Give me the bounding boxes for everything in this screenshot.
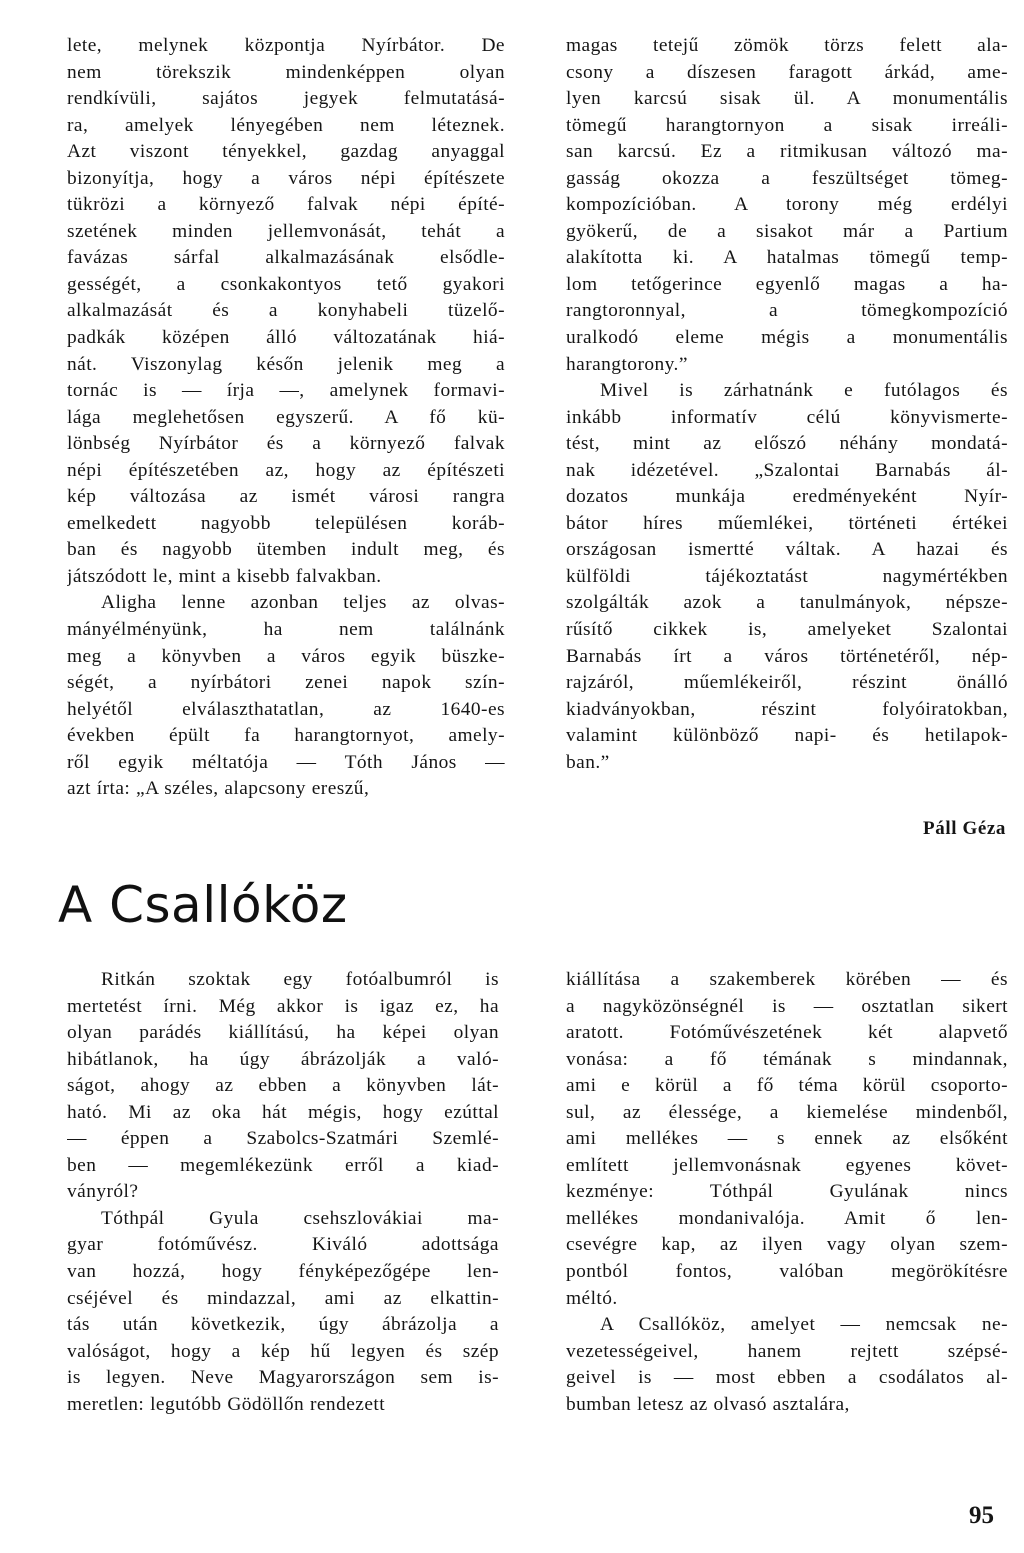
text-line: gyar fotóművész. Kiváló adottsága	[67, 1234, 499, 1256]
text-line: külföldi tájékoztatást nagymértékben	[566, 565, 1008, 587]
text-line: vonása: a fő témának s mindannak,	[566, 1048, 1008, 1070]
text-line: rangtoronnyal, a tömegkompozíció	[566, 300, 1008, 322]
text-line: tést, mint az előszó néhány mondatá-	[566, 433, 1008, 455]
text-line: ban.”	[566, 751, 610, 773]
text-line: hibátlanok, ha úgy ábrázolják a való-	[67, 1048, 499, 1070]
page-number: 95	[969, 1502, 994, 1529]
text-line: pontból fontos, valóban megörökítésre	[566, 1261, 1008, 1283]
text-line: Ritkán szoktak egy fotóalbumról is	[101, 969, 499, 990]
text-line: helyétől elválaszthatatlan, az 1640-es	[67, 698, 505, 720]
text-line: bumban letesz az olvasó asztalára,	[566, 1393, 850, 1415]
text-line: Aligha lenne azonban teljes az olvas-	[101, 592, 505, 614]
text-line: bátor híres műemlékei, történeti értékei	[566, 512, 1008, 534]
text-line: ható. Mi az oka hát mégis, hogy ezúttal	[67, 1101, 499, 1123]
text-line: országosan ismertté váltak. A hazai és	[566, 539, 1008, 561]
text-line: inkább informatív célú könyvismerte-	[566, 406, 1008, 428]
text-line: alkalmazását és a konyhabeli tüzelő-	[67, 300, 505, 322]
text-line: tömegű harangtornyon a sisak irreáli-	[566, 114, 1008, 136]
text-line: geivel is — most ebben a csodálatos al-	[566, 1367, 1008, 1389]
text-line: tornác is — írja —, amelynek formavi-	[67, 380, 505, 402]
text-line: említett jellemvonásnak egyenes követ-	[566, 1154, 1008, 1176]
article1-left-column	[67, 33, 505, 803]
text-line: mányélményünk, ha nem találnánk	[67, 619, 505, 641]
text-line: nát. Viszonylag későn jelenik meg a	[67, 353, 505, 375]
text-line: san karcsú. Ez a ritmikusan változó ma-	[566, 141, 1008, 163]
text-line: kép változása az ismét városi rangra	[67, 486, 505, 508]
text-line: ra, amelyek lényegében nem léteznek.	[67, 114, 505, 136]
text-line: valamint különböző napi- és hetilapok-	[566, 725, 1008, 747]
text-line: a nagyközönségnél is — osztatlan sikert	[566, 995, 1008, 1017]
text-line: játszódott le, mint a kisebb falvakban.	[67, 565, 382, 587]
text-line: uralkodó eleme mégis a monumentális	[566, 327, 1008, 349]
text-line: tás után következik, úgy ábrázolja a	[67, 1314, 499, 1336]
text-line: szolgálták azok a tanulmányok, népsze-	[566, 592, 1008, 614]
text-line: kompozícióban. A torony még erdélyi	[566, 194, 1008, 216]
text-line: magas tetejű zömök törzs felett ala-	[566, 35, 1008, 56]
text-line: rajzáról, műemlékeiről, részint önálló	[566, 672, 1008, 694]
text-line: csevégre kap, az ilyen vagy olyan szem-	[566, 1234, 1008, 1256]
text-line: rűsítő cikkek is, amelyeket Szalontai	[566, 619, 1008, 641]
text-line: valóságot, hogy a kép hű legyen és szép	[67, 1340, 499, 1362]
text-line: gességét, a csonkakontyos tető gyakori	[67, 273, 505, 295]
text-line: azt írta: „A széles, alapcsony ereszű,	[67, 778, 370, 800]
text-line: tükrözi a környező falvak népi építé-	[67, 194, 505, 216]
text-line: sul, az élessége, a kiemelése mindenből,	[566, 1101, 1008, 1123]
article2-right-column	[566, 967, 1008, 1418]
text-line: lom tetőgerince egyenlő magas a ha-	[566, 273, 1008, 295]
text-line: harangtorony.”	[566, 353, 688, 375]
text-line: ségét, a nyírbátori zenei napok szín-	[67, 672, 505, 694]
text-line: lönbség Nyírbátor és a környező falvak	[67, 433, 505, 455]
text-line: kiállítása a szakemberek körében — és	[566, 969, 1008, 990]
text-line: lete, melynek központja Nyírbátor. De	[67, 35, 505, 56]
text-line: nem törekszik mindenképpen olyan	[67, 61, 505, 83]
text-line: ványról?	[67, 1181, 139, 1203]
text-line: mertetést írni. Még akkor is igaz ez, ha	[67, 995, 499, 1017]
text-line: lága meglehetősen egyszerű. A fő kü-	[67, 406, 505, 428]
text-line: emelkedett nagyobb településen koráb-	[67, 512, 505, 534]
article-heading: A Csallóköz	[58, 876, 348, 934]
text-line: is legyen. Neve Magyarországon sem is-	[67, 1367, 499, 1389]
text-line: alakította ki. A hatalmas tömegű temp-	[566, 247, 1008, 269]
text-line: rendkívüli, sajátos jegyek felmutatásá-	[67, 88, 505, 110]
text-line: meg a könyvben a város egyik büszke-	[67, 645, 505, 667]
article1-right-column	[566, 33, 1008, 776]
text-line: kezménye: Tóthpál Gyulának nincs	[566, 1181, 1008, 1203]
text-line: vezetességeivel, hanem rejtett szépsé-	[566, 1340, 1008, 1362]
text-line: gyökerű, de a sisakot már a Partium	[566, 220, 1008, 242]
text-line: van hozzá, hogy fényképezőgépe len-	[67, 1261, 499, 1283]
text-line: gasság okozza a feszültséget tömeg-	[566, 167, 1008, 189]
text-line: favázas sárfal alkalmazásának elsődle-	[67, 247, 505, 269]
text-line: aratott. Fotóművészetének két alapvető	[566, 1022, 1008, 1044]
text-line: ami e körül a fő téma körül csoporto-	[566, 1075, 1008, 1097]
text-line: padkák középen álló változatának hiá-	[67, 327, 505, 349]
text-line: kiadványokban, részint folyóiratokban,	[566, 698, 1008, 720]
text-line: években épült fa harangtornyot, amely-	[67, 725, 505, 747]
author-signature: Páll Géza	[923, 818, 1006, 839]
text-line: Barnabás írt a város történetéről, nép-	[566, 645, 1008, 667]
text-line: — éppen a Szabolcs-Szatmári Szemlé-	[67, 1128, 499, 1150]
text-line: méltó.	[566, 1287, 618, 1309]
text-line: szetének minden jellemvonását, tehát a	[67, 220, 505, 242]
text-line: ságot, ahogy az ebben a könyvben lát-	[67, 1075, 499, 1097]
text-line: dozatos munkája eredményeként Nyír-	[566, 486, 1008, 508]
text-line: bizonyítja, hogy a város népi építészete	[67, 167, 505, 189]
text-line: lyen karcsú sisak ül. A monumentális	[566, 88, 1008, 110]
text-line: Mivel is zárhatnánk e futólagos és	[600, 380, 1008, 402]
text-line: népi építészetében az, hogy az építészeti	[67, 459, 505, 481]
text-line: cséjével és mindazzal, ami az elkattin-	[67, 1287, 499, 1309]
text-line: A Csallóköz, amelyet — nemcsak ne-	[600, 1314, 1008, 1336]
text-line: Azt viszont tényekkel, gazdag anyaggal	[67, 141, 505, 163]
text-line: ban és nagyobb ütemben indult meg, és	[67, 539, 505, 561]
text-line: ről egyik méltatója — Tóth János —	[67, 751, 505, 773]
text-line: nak idézetével. „Szalontai Barnabás ál-	[566, 459, 1008, 481]
text-line: ben — megemlékezünk erről a kiad-	[67, 1154, 499, 1176]
text-line: olyan parádés kiállítású, ha képei olyan	[67, 1022, 499, 1044]
article2-left-column	[67, 967, 499, 1418]
text-line: Tóthpál Gyula csehszlovákiai ma-	[101, 1207, 499, 1229]
text-line: ami mellékes — s ennek az elsőként	[566, 1128, 1008, 1150]
text-line: csony a díszesen faragott árkád, ame-	[566, 61, 1008, 83]
text-line: meretlen: legutóbb Gödöllőn rendezett	[67, 1393, 386, 1415]
text-line: mellékes mondanivalója. Amit ő len-	[566, 1207, 1008, 1229]
